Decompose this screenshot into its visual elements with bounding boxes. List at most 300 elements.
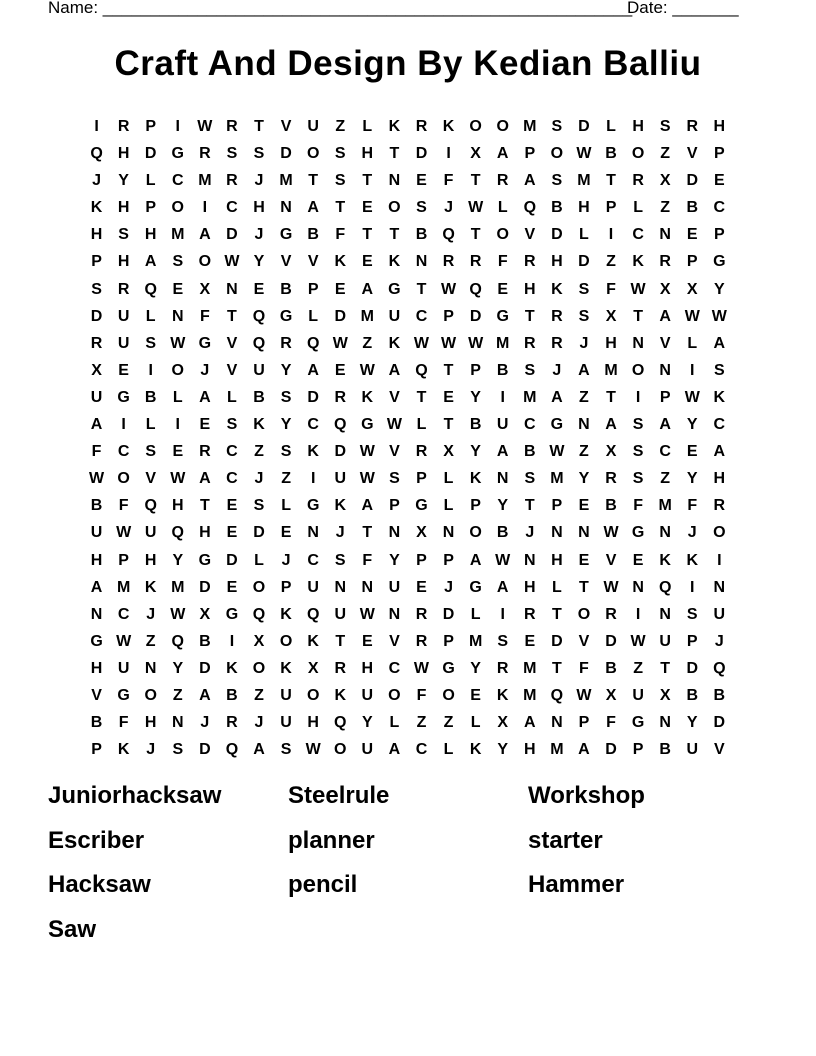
- grid-letter: A: [496, 578, 509, 596]
- grid-letter: V: [389, 443, 400, 461]
- grid-letter: G: [550, 416, 564, 434]
- grid-letter: W: [116, 632, 132, 650]
- grid-letter: U: [334, 470, 347, 488]
- grid-letter: D: [713, 714, 726, 732]
- grid-letter: D: [226, 551, 238, 569]
- grid-letter: A: [524, 172, 536, 190]
- grid-letter: Y: [118, 172, 129, 190]
- grid-letter: C: [226, 470, 238, 488]
- grid-letter: Z: [660, 470, 671, 488]
- grid-letter: N: [144, 659, 157, 677]
- grid-letter: T: [389, 226, 400, 244]
- grid-letter: X: [497, 714, 509, 732]
- grid-letter: H: [551, 253, 563, 271]
- grid-letter: E: [334, 280, 346, 298]
- grid-letter: S: [524, 361, 536, 379]
- grid-letter: I: [500, 605, 505, 623]
- grid-letter: M: [116, 578, 131, 596]
- grid-letter: T: [362, 172, 373, 190]
- grid-row: [83, 547, 733, 574]
- grid-letter: H: [524, 741, 536, 759]
- grid-letter: Y: [470, 659, 481, 677]
- grid-letter: D: [605, 632, 617, 650]
- grid-letter: J: [254, 470, 264, 488]
- grid-letter: P: [91, 253, 102, 271]
- grid-letter: J: [92, 172, 101, 190]
- grid-letter: U: [334, 605, 347, 623]
- grid-letter: D: [199, 659, 211, 677]
- grid-row: [83, 384, 733, 411]
- grid-letter: G: [388, 280, 401, 298]
- grid-letter: M: [171, 578, 185, 596]
- grid-letter: V: [714, 741, 725, 759]
- grid-letter: L: [281, 497, 291, 515]
- grid-letter: T: [551, 659, 562, 677]
- grid-letter: A: [253, 741, 265, 759]
- grid-letter: Q: [442, 226, 455, 244]
- grid-letter: R: [524, 605, 536, 623]
- grid-letter: A: [524, 714, 536, 732]
- grid-letter: W: [441, 280, 457, 298]
- grid-letter: E: [470, 686, 481, 704]
- grid-letter: P: [470, 497, 481, 515]
- grid-letter: S: [280, 388, 292, 406]
- grid-letter: K: [144, 578, 157, 596]
- grid-letter: P: [307, 280, 319, 298]
- grid-row: [83, 411, 733, 438]
- grid-letter: N: [524, 551, 536, 569]
- grid-letter: S: [524, 470, 536, 488]
- grid-letter: H: [144, 226, 157, 244]
- word-list-item: pencil: [288, 871, 358, 898]
- grid-letter: U: [90, 524, 103, 542]
- grid-letter: L: [172, 388, 183, 406]
- grid-letter: K: [659, 551, 671, 569]
- grid-letter: L: [687, 334, 698, 352]
- grid-letter: X: [416, 524, 427, 542]
- grid-letter: R: [199, 443, 211, 461]
- grid-letter: I: [690, 361, 695, 379]
- grid-letter: B: [307, 226, 319, 244]
- grid-row: [83, 574, 733, 601]
- grid-letter: D: [686, 659, 699, 677]
- grid-letter: W: [468, 334, 484, 352]
- grid-letter: N: [280, 199, 292, 217]
- grid-letter: W: [386, 416, 402, 434]
- grid-letter: S: [389, 470, 400, 488]
- grid-letter: U: [280, 714, 292, 732]
- grid-letter: Y: [497, 497, 509, 515]
- grid-letter: I: [635, 605, 641, 623]
- grid-letter: E: [416, 578, 427, 596]
- grid-letter: S: [280, 443, 292, 461]
- grid-letter: O: [334, 741, 347, 759]
- grid-letter: W: [630, 280, 646, 298]
- grid-letter: N: [659, 361, 671, 379]
- grid-letter: E: [443, 388, 454, 406]
- grid-letter: O: [252, 578, 266, 596]
- grid-letter: O: [496, 118, 509, 135]
- grid-letter: Z: [335, 118, 346, 135]
- grid-letter: K: [117, 741, 130, 759]
- grid-letter: P: [714, 145, 725, 163]
- grid-letter: S: [253, 145, 265, 163]
- grid-letter: Z: [281, 470, 291, 488]
- grid-letter: O: [306, 145, 320, 163]
- grid-letter: P: [443, 551, 454, 569]
- grid-letter: Z: [254, 443, 264, 461]
- grid-letter: E: [334, 361, 346, 379]
- grid-letter: D: [415, 145, 428, 163]
- grid-letter: Z: [145, 632, 156, 650]
- grid-letter: A: [199, 470, 211, 488]
- grid-letter: P: [578, 714, 590, 732]
- grid-letter: N: [659, 226, 671, 244]
- grid-letter: L: [551, 578, 562, 596]
- grid-letter: H: [524, 578, 536, 596]
- grid-letter: N: [90, 605, 103, 623]
- grid-letter: R: [117, 280, 130, 298]
- grid-letter: M: [550, 741, 564, 759]
- grid-row: [83, 303, 733, 330]
- grid-letter: H: [117, 199, 130, 217]
- grid-letter: N: [632, 334, 644, 352]
- grid-row: [83, 709, 733, 736]
- grid-letter: N: [388, 605, 401, 623]
- grid-letter: P: [416, 551, 427, 569]
- grid-letter: L: [470, 714, 481, 732]
- grid-letter: W: [359, 443, 375, 461]
- grid-letter: U: [307, 578, 319, 596]
- word-list-item: Hacksaw: [48, 871, 151, 898]
- grid-letter: G: [631, 524, 645, 542]
- grid-letter: A: [578, 361, 590, 379]
- grid-letter: H: [578, 199, 590, 217]
- grid-letter: M: [577, 172, 591, 190]
- grid-letter: A: [388, 741, 401, 759]
- grid-letter: D: [551, 632, 563, 650]
- grid-letter: U: [90, 388, 103, 406]
- grid-letter: K: [469, 741, 482, 759]
- grid-letter: W: [116, 524, 132, 542]
- grid-letter: E: [226, 578, 238, 596]
- grid-letter: B: [659, 741, 671, 759]
- grid-letter: G: [361, 416, 374, 434]
- grid-letter: T: [470, 172, 481, 190]
- grid-letter: I: [310, 470, 316, 488]
- grid-letter: N: [496, 470, 509, 488]
- grid-letter: D: [144, 145, 157, 163]
- grid-letter: J: [335, 524, 345, 542]
- grid-letter: D: [90, 307, 103, 325]
- grid-letter: X: [686, 280, 698, 298]
- grid-letter: D: [578, 118, 590, 135]
- grid-letter: T: [443, 361, 454, 379]
- grid-letter: Q: [252, 334, 266, 352]
- grid-letter: T: [551, 605, 562, 623]
- grid-letter: J: [525, 524, 535, 542]
- grid-letter: C: [226, 199, 238, 217]
- grid-row: [83, 465, 733, 492]
- grid-letter: I: [446, 145, 451, 163]
- grid-letter: N: [388, 524, 401, 542]
- grid-letter: X: [443, 443, 454, 461]
- grid-letter: E: [524, 632, 536, 650]
- grid-letter: A: [659, 307, 671, 325]
- grid-letter: A: [361, 497, 374, 515]
- grid-letter: G: [117, 388, 130, 406]
- grid-letter: H: [361, 145, 374, 163]
- grid-letter: N: [442, 524, 455, 542]
- grid-letter: B: [90, 714, 103, 732]
- grid-letter: I: [717, 551, 722, 569]
- grid-letter: R: [524, 334, 536, 352]
- grid-letter: C: [171, 172, 184, 190]
- grid-letter: O: [171, 361, 184, 379]
- grid-letter: Q: [171, 632, 184, 650]
- grid-letter: Y: [172, 659, 184, 677]
- grid-letter: I: [202, 199, 208, 217]
- grid-letter: S: [551, 172, 563, 190]
- grid-letter: L: [416, 416, 427, 434]
- grid-letter: Q: [469, 280, 482, 298]
- grid-letter: K: [280, 659, 292, 677]
- grid-letter: O: [388, 199, 401, 217]
- grid-row: [83, 628, 733, 655]
- grid-letter: K: [469, 470, 482, 488]
- grid-letter: W: [88, 470, 105, 488]
- grid-letter: G: [442, 659, 455, 677]
- grid-letter: E: [632, 551, 644, 569]
- grid-letter: H: [117, 145, 130, 163]
- grid-letter: L: [254, 551, 264, 569]
- grid-letter: W: [549, 443, 565, 461]
- grid-letter: G: [171, 145, 184, 163]
- date-field-line: Date: _______: [627, 0, 739, 17]
- grid-letter: Q: [225, 741, 239, 759]
- grid-letter: I: [690, 578, 695, 596]
- grid-letter: M: [198, 172, 212, 190]
- grid-letter: O: [550, 145, 564, 163]
- grid-letter: A: [605, 416, 617, 434]
- grid-letter: B: [496, 524, 509, 542]
- grid-letter: A: [496, 443, 509, 461]
- grid-letter: F: [579, 659, 589, 677]
- grid-letter: Q: [550, 686, 564, 704]
- grid-letter: A: [578, 741, 590, 759]
- grid-letter: R: [713, 497, 726, 515]
- grid-letter: P: [145, 199, 157, 217]
- grid-letter: C: [415, 741, 428, 759]
- grid-letter: O: [713, 524, 726, 542]
- grid-letter: T: [606, 388, 616, 406]
- grid-letter: V: [389, 632, 400, 650]
- grid-letter: H: [632, 118, 644, 135]
- grid-letter: U: [253, 361, 265, 379]
- grid-letter: K: [686, 551, 699, 569]
- grid-letter: J: [444, 199, 453, 217]
- grid-letter: N: [659, 714, 671, 732]
- name-field-line: Name: ________________________________________________________: [48, 0, 633, 17]
- grid-letter: Y: [686, 416, 698, 434]
- grid-letter: B: [496, 361, 509, 379]
- grid-letter: S: [686, 605, 698, 623]
- grid-letter: W: [170, 605, 186, 623]
- grid-letter: S: [280, 741, 292, 759]
- grid-letter: I: [635, 388, 641, 406]
- grid-letter: P: [714, 226, 725, 244]
- grid-letter: X: [605, 443, 617, 461]
- grid-letter: Q: [334, 416, 347, 434]
- grid-letter: S: [714, 361, 725, 379]
- grid-letter: R: [226, 172, 238, 190]
- grid-letter: Q: [90, 145, 103, 163]
- grid-letter: I: [175, 118, 180, 135]
- grid-letter: Y: [714, 280, 725, 298]
- grid-letter: S: [497, 632, 509, 650]
- grid-letter: V: [226, 334, 238, 352]
- grid-letter: P: [443, 632, 454, 650]
- grid-letter: T: [524, 307, 535, 325]
- grid-letter: S: [172, 741, 184, 759]
- grid-letter: U: [659, 632, 671, 650]
- grid-letter: J: [254, 226, 264, 244]
- grid-letter: P: [118, 551, 129, 569]
- grid-letter: X: [253, 632, 265, 650]
- grid-letter: U: [361, 741, 374, 759]
- grid-letter: A: [713, 443, 726, 461]
- grid-letter: J: [281, 551, 291, 569]
- grid-letter: A: [307, 199, 319, 217]
- grid-row: [83, 655, 733, 682]
- grid-letter: S: [578, 307, 590, 325]
- grid-row: [83, 167, 733, 194]
- grid-letter: Q: [144, 280, 157, 298]
- grid-letter: B: [605, 659, 617, 677]
- grid-letter: R: [605, 605, 617, 623]
- grid-letter: I: [608, 226, 614, 244]
- grid-letter: N: [361, 578, 374, 596]
- grid-letter: Z: [254, 686, 264, 704]
- grid-letter: Z: [633, 659, 643, 677]
- grid-letter: E: [686, 226, 698, 244]
- grid-letter: J: [687, 524, 697, 542]
- grid-letter: A: [90, 578, 103, 596]
- grid-letter: E: [416, 172, 427, 190]
- grid-letter: W: [359, 605, 375, 623]
- grid-letter: H: [524, 280, 536, 298]
- grid-letter: Z: [606, 253, 616, 271]
- grid-letter: S: [632, 443, 644, 461]
- grid-letter: K: [307, 632, 319, 650]
- grid-letter: G: [198, 334, 212, 352]
- grid-letter: H: [144, 551, 157, 569]
- grid-letter: U: [713, 605, 726, 623]
- grid-letter: Q: [144, 497, 157, 515]
- grid-letter: S: [334, 551, 346, 569]
- grid-letter: H: [117, 253, 130, 271]
- grid-letter: N: [659, 605, 671, 623]
- grid-letter: Z: [579, 388, 589, 406]
- grid-letter: F: [633, 497, 643, 515]
- grid-letter: K: [90, 199, 103, 217]
- grid-letter: V: [91, 686, 102, 704]
- grid-letter: Q: [306, 605, 320, 623]
- grid-letter: K: [226, 659, 238, 677]
- grid-letter: M: [550, 470, 564, 488]
- grid-row: [83, 438, 733, 465]
- grid-letter: S: [578, 280, 590, 298]
- grid-letter: A: [307, 361, 319, 379]
- grid-letter: A: [144, 253, 157, 271]
- grid-letter: Q: [252, 307, 266, 325]
- grid-letter: E: [361, 253, 373, 271]
- grid-letter: H: [90, 226, 103, 244]
- grid-letter: F: [687, 497, 698, 515]
- grid-letter: D: [334, 307, 347, 325]
- grid-letter: X: [91, 361, 102, 379]
- grid-letter: P: [632, 741, 644, 759]
- grid-letter: H: [361, 659, 374, 677]
- grid-letter: H: [144, 714, 157, 732]
- grid-letter: X: [605, 307, 617, 325]
- grid-letter: Q: [658, 578, 672, 596]
- grid-letter: B: [253, 388, 265, 406]
- grid-letter: Y: [578, 470, 590, 488]
- grid-letter: W: [332, 334, 348, 352]
- grid-letter: M: [496, 334, 510, 352]
- grid-letter: V: [605, 551, 617, 569]
- grid-letter: P: [551, 497, 563, 515]
- grid-letter: W: [684, 307, 700, 325]
- grid-letter: O: [252, 659, 266, 677]
- grid-row: [83, 221, 733, 248]
- grid-letter: K: [253, 416, 265, 434]
- grid-letter: D: [551, 226, 563, 244]
- grid-letter: A: [361, 280, 374, 298]
- grid-letter: X: [199, 280, 211, 298]
- grid-letter: K: [334, 253, 347, 271]
- grid-letter: B: [469, 416, 482, 434]
- grid-letter: K: [442, 118, 455, 135]
- grid-letter: R: [199, 145, 211, 163]
- grid-letter: C: [632, 226, 644, 244]
- grid-letter: R: [551, 307, 563, 325]
- grid-letter: B: [280, 280, 292, 298]
- grid-letter: Y: [497, 741, 509, 759]
- grid-letter: B: [551, 199, 563, 217]
- grid-row: [83, 682, 733, 709]
- grid-letter: H: [253, 199, 265, 217]
- grid-letter: U: [388, 307, 401, 325]
- grid-letter: J: [146, 605, 156, 623]
- grid-letter: H: [171, 497, 184, 515]
- grid-letter: P: [145, 118, 157, 135]
- grid-letter: U: [632, 686, 644, 704]
- word-list: [48, 778, 768, 956]
- grid-letter: I: [148, 361, 153, 379]
- grid-letter: W: [630, 632, 646, 650]
- grid-letter: R: [226, 714, 238, 732]
- grid-letter: C: [307, 551, 319, 569]
- grid-letter: O: [469, 524, 482, 542]
- grid-letter: I: [175, 416, 180, 434]
- grid-letter: P: [470, 361, 481, 379]
- grid-letter: L: [443, 470, 454, 488]
- grid-letter: V: [659, 334, 671, 352]
- grid-letter: U: [686, 741, 699, 759]
- grid-letter: N: [659, 524, 671, 542]
